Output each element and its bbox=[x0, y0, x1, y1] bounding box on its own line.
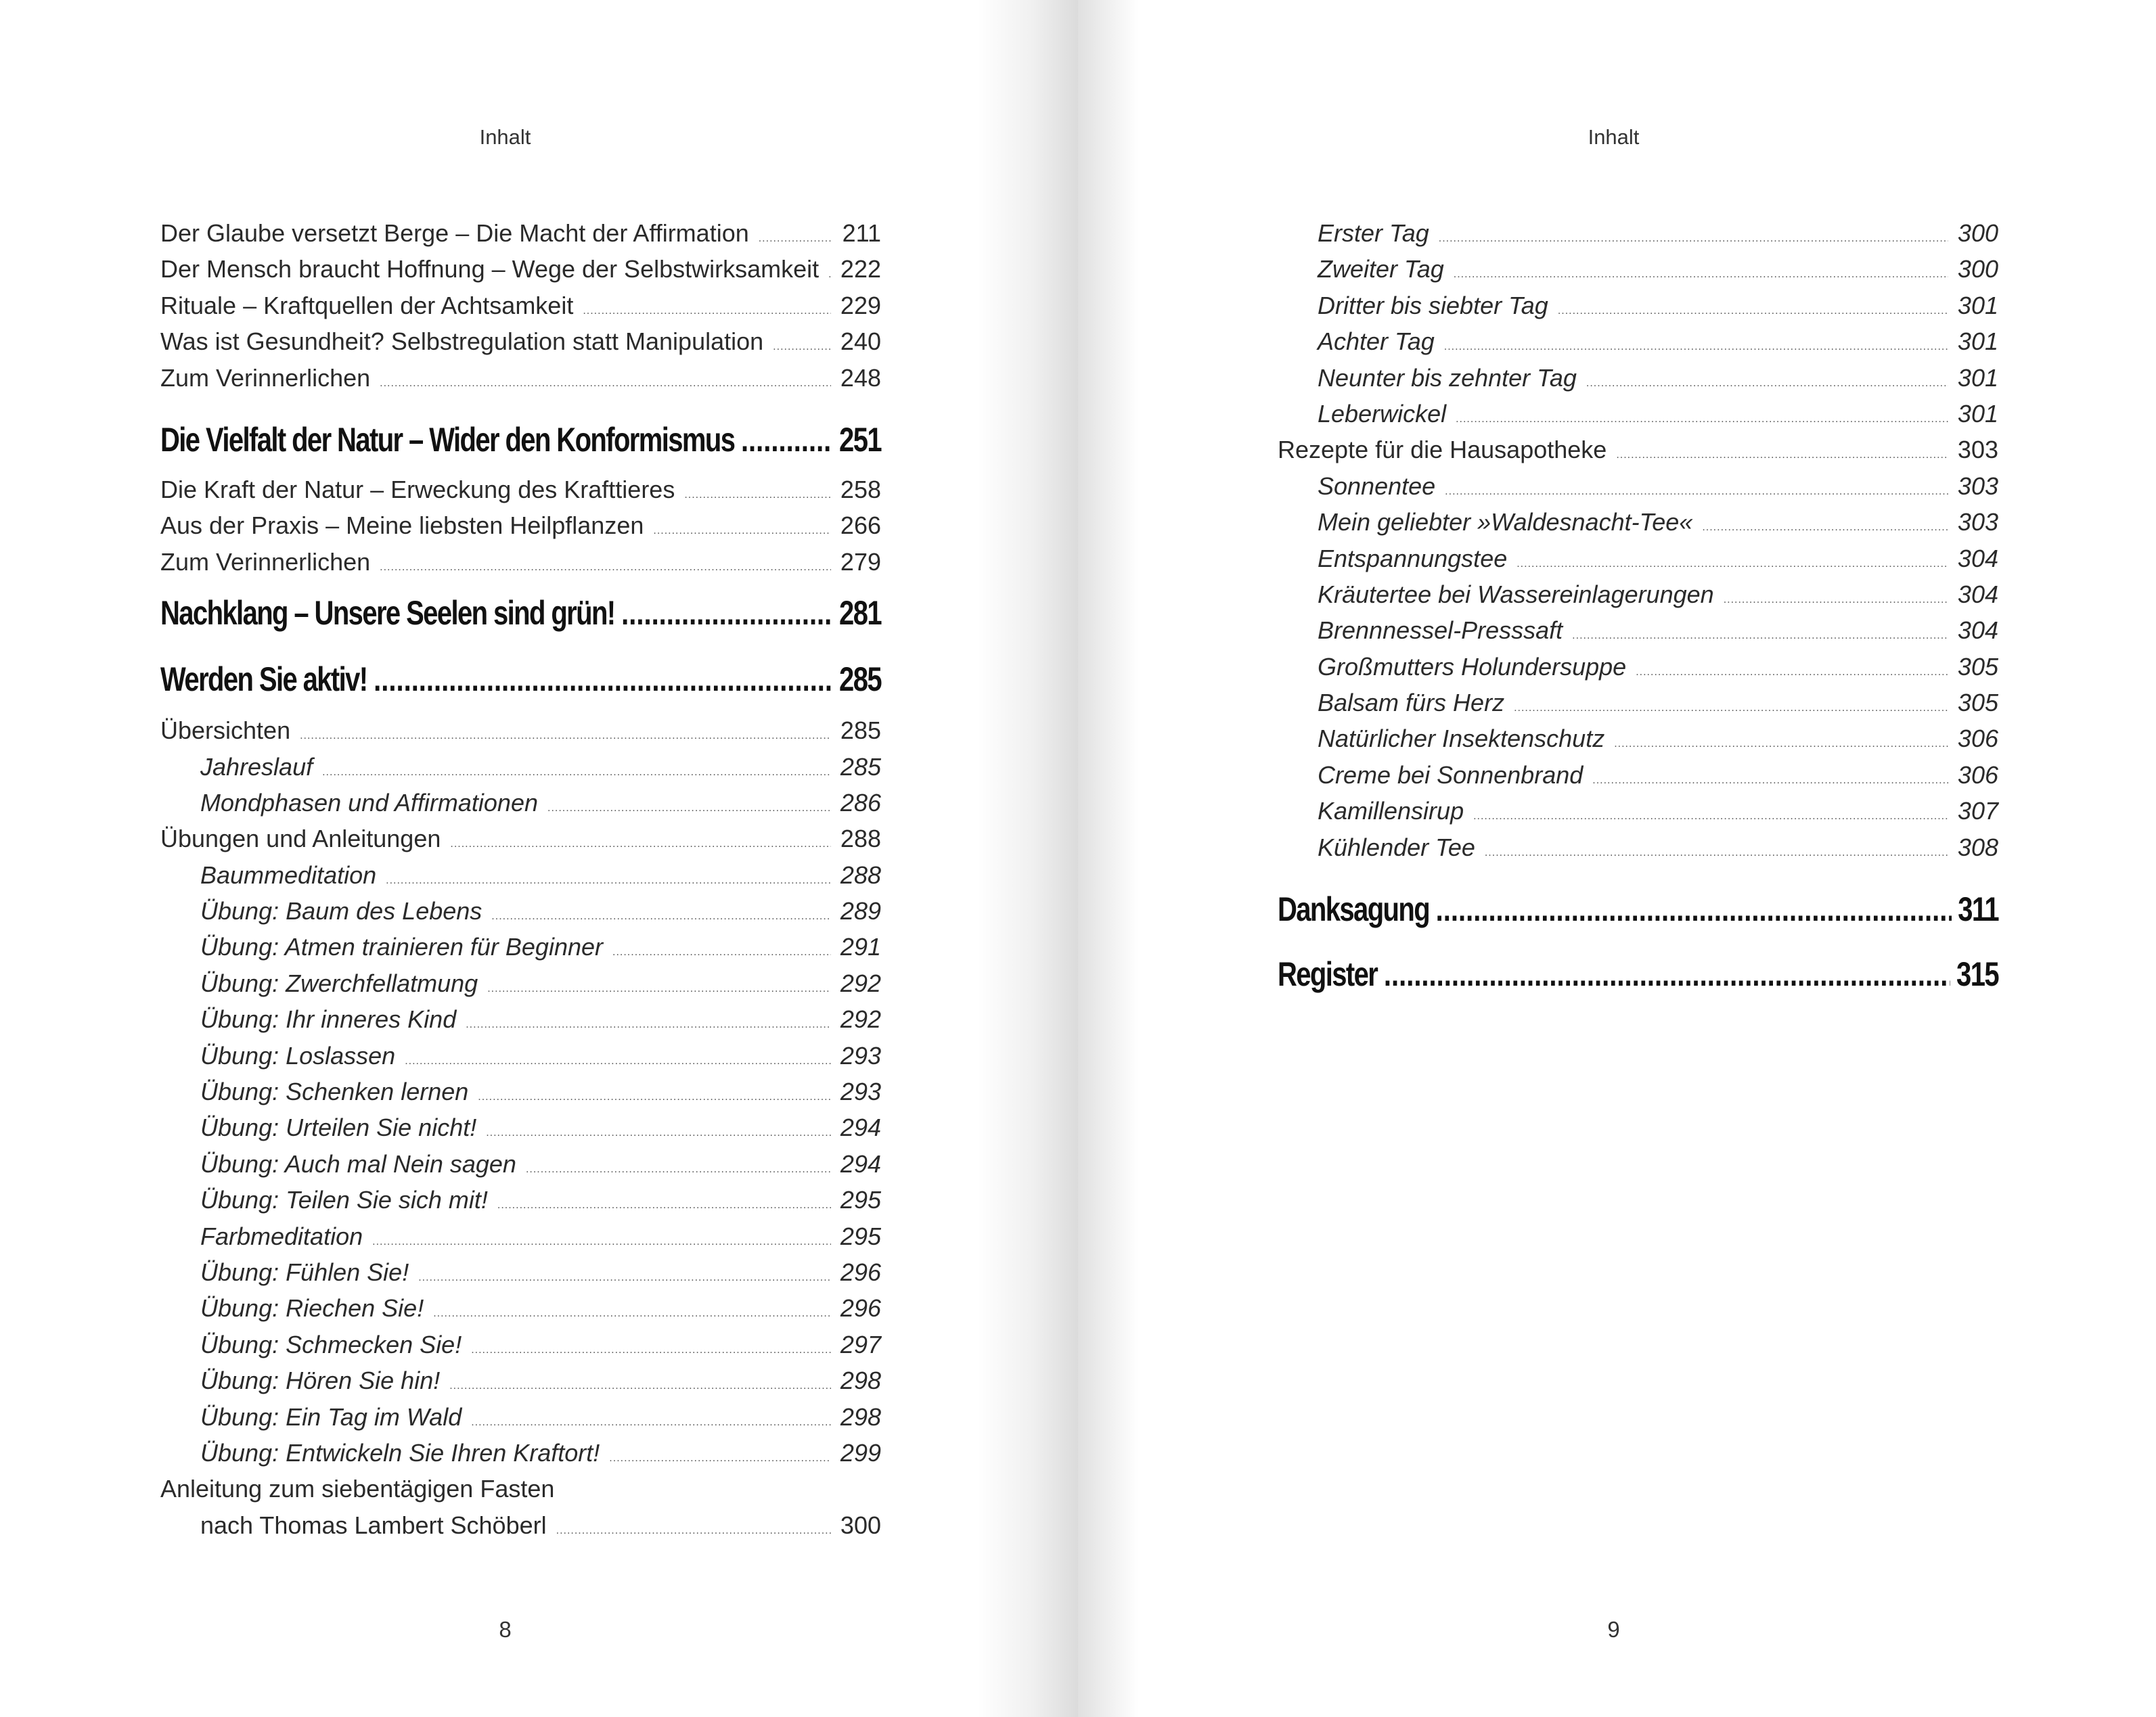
toc-entry-title: Rezepte für die Hausapotheke bbox=[1278, 436, 1607, 464]
dot-leader bbox=[773, 329, 831, 365]
toc-chapter-entry[interactable] bbox=[160, 646, 881, 712]
page-number: 9 bbox=[1607, 1617, 1620, 1642]
toc-page-number: 251 bbox=[839, 420, 881, 459]
dot-leader bbox=[1636, 654, 1948, 690]
toc-entry-title: Neunter bis zehnter Tag bbox=[1318, 363, 1577, 392]
dot-leader bbox=[405, 1043, 831, 1079]
toc-entry-title: Übung: Teilen Sie sich mit! bbox=[200, 1186, 488, 1214]
toc-subsection-entry[interactable] bbox=[1278, 649, 1998, 685]
dot-leader bbox=[609, 1440, 831, 1476]
dot-leader bbox=[612, 934, 831, 970]
toc-page-number: 285 bbox=[839, 660, 881, 699]
dot-leader bbox=[487, 971, 831, 1007]
toc-subsection-entry[interactable] bbox=[160, 749, 881, 785]
dot-leader bbox=[556, 1513, 831, 1549]
dot-leader bbox=[372, 1224, 831, 1260]
toc-chapter-entry[interactable] bbox=[160, 580, 881, 646]
toc-entry-continuation[interactable] bbox=[160, 1507, 881, 1543]
toc-page-number: 248 bbox=[840, 363, 881, 392]
toc-section-entry[interactable] bbox=[1278, 432, 1998, 467]
toc-subsection-entry[interactable] bbox=[160, 1254, 881, 1290]
running-head: Inhalt bbox=[1588, 125, 1640, 149]
toc-page-number: 293 bbox=[840, 1078, 881, 1106]
dot-leader bbox=[1436, 865, 1952, 953]
toc-entry-title: nach Thomas Lambert Schöberl bbox=[200, 1511, 547, 1539]
toc-subsection-entry[interactable] bbox=[1278, 215, 1998, 251]
toc-page-number: 304 bbox=[1957, 544, 1998, 572]
toc-entry-title: Übung: Riechen Sie! bbox=[200, 1294, 424, 1323]
toc-page-number: 301 bbox=[1957, 399, 1998, 428]
toc-subsection-entry[interactable] bbox=[1278, 612, 1998, 648]
toc-chapter-entry[interactable] bbox=[1278, 941, 1998, 1007]
toc-subsection-entry[interactable] bbox=[1278, 288, 1998, 323]
toc-subsection-entry[interactable] bbox=[1278, 396, 1998, 432]
toc-section-entry[interactable] bbox=[160, 712, 881, 748]
toc-entry-title: Übung: Entwickeln Sie Ihren Kraftort! bbox=[200, 1438, 600, 1467]
toc-entry-title: Zum Verinnerlichen bbox=[160, 363, 371, 392]
toc-entry-title: Übung: Baum des Lebens bbox=[200, 897, 482, 925]
toc-entry-title: Nachklang – Unsere Seelen sind grün! bbox=[160, 594, 615, 633]
toc-entry-title: Erster Tag bbox=[1318, 219, 1429, 247]
toc-page-number: 308 bbox=[1957, 833, 1998, 861]
toc-entry-title: Kamillensirup bbox=[1318, 797, 1464, 825]
toc-entry-title: Was ist Gesundheit? Selbstregulation statt Manipulation bbox=[160, 327, 764, 356]
toc-entry-title: Farbmeditation bbox=[200, 1222, 363, 1250]
dot-leader bbox=[741, 396, 833, 484]
toc-page-number: 285 bbox=[840, 716, 881, 745]
toc-subsection-entry[interactable] bbox=[160, 965, 881, 1001]
toc-page-number: 303 bbox=[1957, 508, 1998, 536]
dot-leader bbox=[653, 513, 831, 549]
toc-subsection-entry[interactable] bbox=[160, 1327, 881, 1363]
toc-entry-title: Übung: Loslassen bbox=[200, 1041, 396, 1070]
page-number: 8 bbox=[499, 1617, 512, 1642]
toc-page-number: 305 bbox=[1957, 652, 1998, 681]
toc-entry-title: Kühlender Tee bbox=[1318, 833, 1475, 861]
toc-subsection-entry[interactable] bbox=[160, 1290, 881, 1326]
toc-entry-title: Kräutertee bei Wassereinlagerungen bbox=[1318, 580, 1714, 608]
toc-entry-title: Dritter bis siebter Tag bbox=[1318, 291, 1548, 319]
toc-page-number: 222 bbox=[840, 255, 881, 283]
toc-entry-title: Übungen und Anleitungen bbox=[160, 825, 441, 853]
toc-subsection-entry[interactable] bbox=[1278, 757, 1998, 793]
toc-page-number: 300 bbox=[1957, 219, 1998, 247]
dot-leader bbox=[450, 826, 831, 862]
toc-chapter-entry[interactable] bbox=[160, 396, 881, 472]
toc-section-entry[interactable] bbox=[160, 544, 881, 580]
toc-entry-title: Register bbox=[1278, 955, 1378, 994]
toc-subsection-entry[interactable] bbox=[1278, 251, 1998, 287]
toc-page-number: 286 bbox=[840, 788, 881, 817]
toc-subsection-entry[interactable] bbox=[1278, 541, 1998, 576]
dot-leader bbox=[1616, 437, 1948, 473]
toc-page-number: 240 bbox=[840, 327, 881, 356]
toc-entry-title: Übung: Atmen trainieren für Beginner bbox=[200, 933, 604, 961]
toc-subsection-entry[interactable] bbox=[160, 857, 881, 893]
toc-subsection-entry[interactable] bbox=[1278, 360, 1998, 396]
toc-page-number: 229 bbox=[840, 291, 881, 319]
toc-entry-title: Anleitung zum siebentägigen Fasten bbox=[160, 1475, 555, 1503]
toc-entry-title: Natürlicher Insektenschutz bbox=[1318, 725, 1605, 753]
toc-page-number: 305 bbox=[1957, 689, 1998, 717]
toc-page-number: 288 bbox=[840, 861, 881, 889]
toc-entry-title: Mein geliebter »Waldesnacht-Tee« bbox=[1318, 508, 1693, 536]
dot-leader bbox=[486, 1115, 831, 1151]
toc-subsection-entry[interactable] bbox=[1278, 576, 1998, 612]
toc-page-number: 292 bbox=[840, 1005, 881, 1034]
toc-page-number: 292 bbox=[840, 969, 881, 997]
toc-subsection-entry[interactable] bbox=[160, 1109, 881, 1145]
toc-page-number: 301 bbox=[1957, 327, 1998, 356]
toc-entry-title: Übung: Schenken lernen bbox=[200, 1078, 469, 1106]
toc-entry-title: Die Kraft der Natur – Erweckung des Krafttieres bbox=[160, 475, 675, 503]
toc-subsection-entry[interactable] bbox=[160, 1038, 881, 1074]
dot-leader bbox=[466, 1007, 831, 1043]
toc-subsection-entry[interactable] bbox=[1278, 793, 1998, 829]
toc-page-number: 315 bbox=[1956, 955, 1998, 994]
toc-entry-title: Der Mensch braucht Hoffnung – Wege der Selbstwirksamkeit bbox=[160, 255, 819, 283]
toc-page-number: 303 bbox=[1957, 436, 1998, 464]
dot-leader bbox=[433, 1296, 831, 1331]
toc-page-number: 301 bbox=[1957, 363, 1998, 392]
dot-leader bbox=[1572, 618, 1948, 654]
toc-page-number: 298 bbox=[840, 1402, 881, 1431]
toc-page-number: 306 bbox=[1957, 760, 1998, 789]
toc-page-number: 296 bbox=[840, 1294, 881, 1323]
toc-entry-title: Mondphasen und Affirmationen bbox=[200, 788, 538, 817]
toc-entry-title: Übung: Fühlen Sie! bbox=[200, 1258, 409, 1286]
toc-page-number: 304 bbox=[1957, 580, 1998, 608]
toc-entry-title: Achter Tag bbox=[1318, 327, 1435, 356]
toc-page-number: 300 bbox=[1957, 255, 1998, 283]
dot-leader bbox=[471, 1332, 831, 1368]
table-of-contents bbox=[160, 215, 881, 1543]
toc-subsection-entry[interactable] bbox=[160, 785, 881, 821]
toc-page-number: 294 bbox=[840, 1149, 881, 1178]
toc-page-number: 291 bbox=[840, 933, 881, 961]
right-page bbox=[1078, 0, 2156, 1717]
toc-subsection-entry[interactable] bbox=[160, 1218, 881, 1254]
toc-page-number: 281 bbox=[839, 594, 881, 633]
toc-page-number: 293 bbox=[840, 1041, 881, 1070]
dot-leader bbox=[374, 646, 832, 712]
toc-page-number: 288 bbox=[840, 825, 881, 853]
toc-section-entry[interactable] bbox=[160, 323, 881, 359]
toc-page-number: 279 bbox=[840, 547, 881, 576]
toc-entry-title: Übung: Ein Tag im Wald bbox=[200, 1402, 462, 1431]
toc-subsection-entry[interactable] bbox=[1278, 720, 1998, 756]
toc-page-number: 297 bbox=[840, 1330, 881, 1358]
toc-subsection-entry[interactable] bbox=[160, 1001, 881, 1037]
toc-subsection-entry[interactable] bbox=[1278, 323, 1998, 359]
dot-leader bbox=[1558, 293, 1948, 329]
toc-entry-title: Aus der Praxis – Meine liebsten Heilpflanzen bbox=[160, 511, 644, 540]
toc-subsection-entry[interactable] bbox=[160, 929, 881, 965]
table-of-contents bbox=[1278, 215, 1998, 1007]
toc-section-entry[interactable] bbox=[160, 215, 881, 251]
dot-leader bbox=[478, 1079, 831, 1115]
toc-page-number: 295 bbox=[840, 1222, 881, 1250]
dot-leader bbox=[497, 1187, 831, 1223]
toc-page-number: 294 bbox=[840, 1114, 881, 1142]
toc-page-number: 296 bbox=[840, 1258, 881, 1286]
toc-page-number: 258 bbox=[840, 475, 881, 503]
toc-page-number: 303 bbox=[1957, 472, 1998, 500]
running-head: Inhalt bbox=[479, 125, 531, 149]
toc-entry-title: Zum Verinnerlichen bbox=[160, 547, 371, 576]
dot-leader bbox=[300, 718, 831, 754]
dot-leader bbox=[547, 790, 831, 826]
toc-entry-title: Übung: Schmecken Sie! bbox=[200, 1330, 462, 1358]
toc-entry-title: Danksagung bbox=[1278, 890, 1430, 929]
toc-entry-title: Brennnessel-Presssaft bbox=[1318, 616, 1563, 645]
toc-entry-title: Übung: Ihr inneres Kind bbox=[200, 1005, 457, 1034]
toc-section-entry[interactable] bbox=[160, 821, 881, 856]
dot-leader bbox=[1592, 762, 1948, 798]
toc-page-number: 306 bbox=[1957, 725, 1998, 753]
toc-subsection-entry[interactable] bbox=[160, 1399, 881, 1435]
dot-leader bbox=[1384, 941, 1950, 1007]
toc-entry-title: Balsam fürs Herz bbox=[1318, 689, 1505, 717]
toc-page-number: 295 bbox=[840, 1186, 881, 1214]
toc-section-entry[interactable] bbox=[160, 360, 881, 396]
toc-entry-title: Zweiter Tag bbox=[1318, 255, 1444, 283]
toc-entry-title: Sonnentee bbox=[1318, 472, 1436, 500]
toc-entry-title: Rituale – Kraftquellen der Achtsamkeit bbox=[160, 291, 574, 319]
toc-entry-title: Übung: Auch mal Nein sagen bbox=[200, 1149, 516, 1178]
toc-subsection-entry[interactable] bbox=[160, 893, 881, 929]
toc-subsection-entry[interactable] bbox=[160, 1363, 881, 1398]
toc-page-number: 211 bbox=[842, 219, 881, 247]
toc-subsection-entry[interactable] bbox=[160, 1182, 881, 1218]
toc-page-number: 299 bbox=[840, 1438, 881, 1467]
toc-entry-title: Der Glaube versetzt Berge – Die Macht der Affirmation bbox=[160, 219, 749, 247]
toc-entry-title: Übung: Hören Sie hin! bbox=[200, 1367, 441, 1395]
toc-page-number: 289 bbox=[840, 897, 881, 925]
toc-page-number: 301 bbox=[1957, 291, 1998, 319]
toc-entry-title: Übersichten bbox=[160, 716, 291, 745]
dot-leader bbox=[1473, 798, 1948, 834]
toc-page-number: 307 bbox=[1957, 797, 1998, 825]
toc-entry-title: Übung: Urteilen Sie nicht! bbox=[200, 1114, 477, 1142]
toc-page-number: 304 bbox=[1957, 616, 1998, 645]
dot-leader bbox=[1702, 509, 1948, 545]
gutter-shadow bbox=[1078, 0, 1139, 1717]
toc-subsection-entry[interactable] bbox=[1278, 685, 1998, 720]
dot-leader bbox=[1724, 582, 1948, 618]
toc-subsection-entry[interactable] bbox=[1278, 504, 1998, 540]
toc-page-number: 266 bbox=[840, 511, 881, 540]
dot-leader bbox=[828, 256, 831, 292]
toc-entry-title: Jahreslauf bbox=[200, 752, 313, 781]
dot-leader bbox=[449, 1368, 831, 1404]
toc-entry-title: Creme bei Sonnenbrand bbox=[1318, 760, 1584, 789]
dot-leader bbox=[418, 1260, 831, 1296]
toc-subsection-entry[interactable] bbox=[160, 1435, 881, 1471]
toc-chapter-entry[interactable] bbox=[1278, 865, 1998, 941]
toc-entry-title: Entspannungstee bbox=[1318, 544, 1508, 572]
toc-entry-title: Baummeditation bbox=[200, 861, 377, 889]
toc-subsection-entry[interactable] bbox=[1278, 829, 1998, 865]
dot-leader bbox=[1614, 726, 1948, 762]
toc-entry-title: Die Vielfalt der Natur – Wider den Konformismus bbox=[160, 420, 735, 459]
toc-page-number: 285 bbox=[840, 752, 881, 781]
toc-entry-title: Übung: Zwerchfellatmung bbox=[200, 969, 478, 997]
dot-leader bbox=[526, 1151, 831, 1187]
dot-leader bbox=[621, 580, 832, 646]
dot-leader bbox=[1439, 221, 1948, 256]
toc-section-entry[interactable] bbox=[160, 251, 881, 287]
toc-section-entry[interactable] bbox=[160, 507, 881, 543]
toc-entry-title: Großmutters Holundersuppe bbox=[1318, 652, 1627, 681]
toc-section-entry[interactable] bbox=[160, 288, 881, 323]
toc-subsection-entry[interactable] bbox=[1278, 468, 1998, 504]
toc-entry-title: Leberwickel bbox=[1318, 399, 1447, 428]
toc-page-number: 298 bbox=[840, 1367, 881, 1395]
toc-subsection-entry[interactable] bbox=[160, 1074, 881, 1109]
toc-page-number: 300 bbox=[840, 1511, 881, 1539]
toc-page-number: 311 bbox=[1958, 890, 1998, 929]
gutter-shadow bbox=[976, 0, 1078, 1717]
dot-leader bbox=[1586, 365, 1948, 401]
toc-entry-title: Werden Sie aktiv! bbox=[160, 660, 367, 699]
